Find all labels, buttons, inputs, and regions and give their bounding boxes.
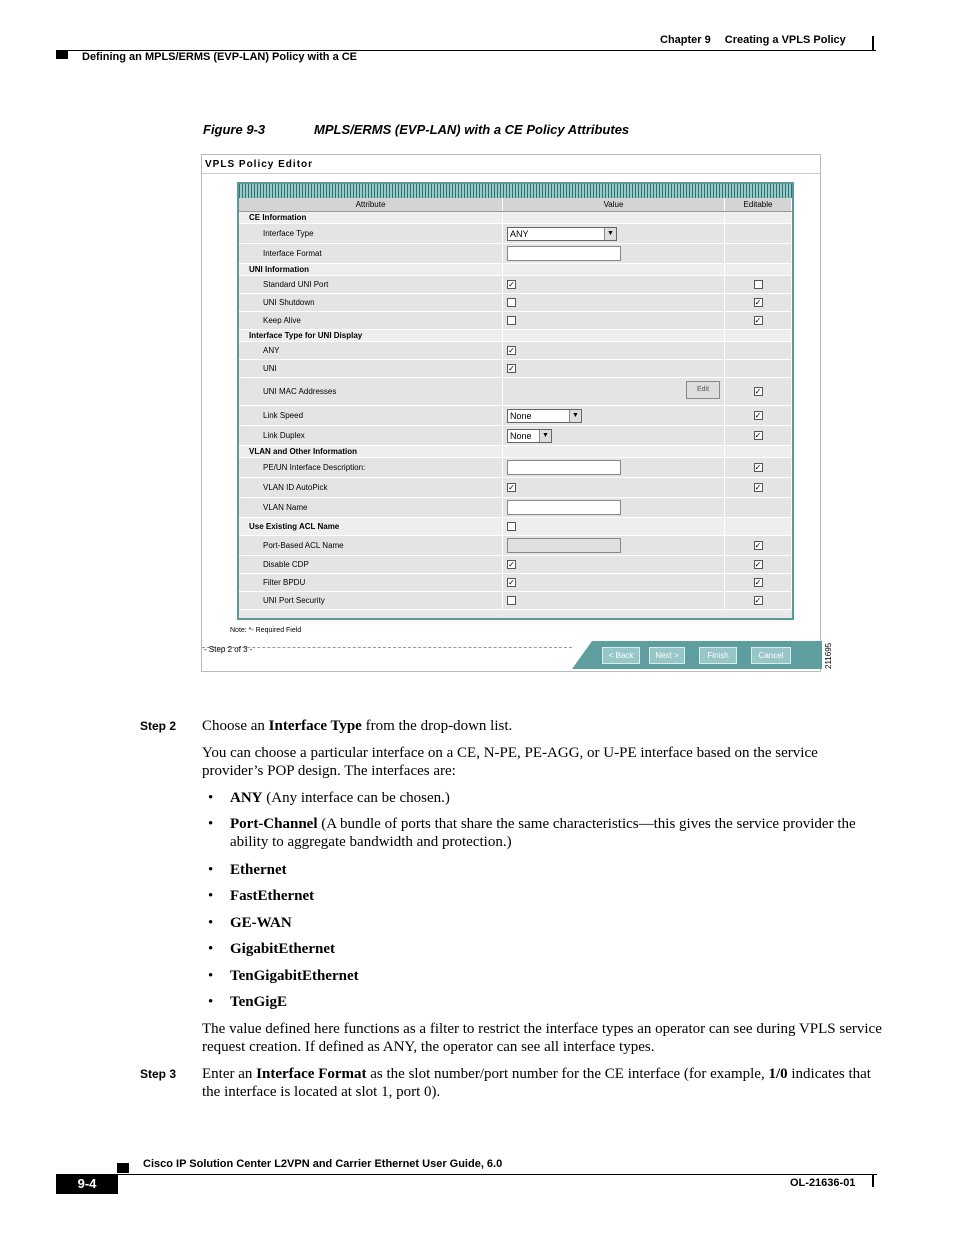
attribute-label: Interface Type for UNI Display bbox=[239, 330, 503, 341]
text-run: Choose an bbox=[202, 718, 269, 734]
column-editable: Editable bbox=[725, 198, 792, 211]
section-row bbox=[239, 446, 792, 458]
attribute-label: UNI Information bbox=[239, 264, 503, 275]
attribute-label: VLAN Name bbox=[239, 498, 503, 517]
attribute-label: Link Speed bbox=[239, 406, 503, 425]
text-run: Enter an bbox=[202, 1066, 257, 1082]
wizard-step-label: - Step 2 of 3 - bbox=[204, 645, 253, 654]
editable-checkbox[interactable]: ✓ bbox=[754, 463, 762, 472]
editable-cell bbox=[725, 518, 792, 535]
value-cell bbox=[503, 312, 725, 329]
attribute-label: UNI MAC Addresses bbox=[239, 378, 503, 405]
text-run: indicates that the interface is located at slot 1, port 0). bbox=[202, 1066, 871, 1100]
value-cell bbox=[503, 556, 725, 573]
step-2-filter-note: The value defined here functions as a filter to restrict the interface types an operator can see during VPLS service request creation. If defined as ANY, the operator can see all interface types. bbox=[202, 1021, 882, 1055]
value-cell bbox=[503, 244, 725, 263]
editable-checkbox[interactable]: ✓ bbox=[754, 298, 762, 307]
attribute-row bbox=[239, 378, 792, 406]
text-run-bold: 1/0 bbox=[768, 1066, 788, 1082]
policy-editor-screenshot bbox=[201, 154, 833, 672]
bullet-item: • ANY (Any interface can be chosen.) bbox=[208, 790, 450, 806]
document-number: OL-21636-01 bbox=[790, 1177, 856, 1189]
section-row bbox=[239, 330, 792, 342]
attribute-label: Use Existing ACL Name bbox=[239, 518, 503, 535]
footer-dash bbox=[202, 647, 572, 648]
value-cell bbox=[503, 498, 725, 517]
attribute-label: Interface Format bbox=[239, 244, 503, 263]
edit-mac-button[interactable]: Edit bbox=[686, 381, 720, 399]
editable-cell bbox=[725, 330, 792, 341]
dropdown-value: None bbox=[510, 410, 532, 421]
section-row bbox=[239, 264, 792, 276]
dropdown-value: None bbox=[510, 430, 532, 441]
step-3-instruction bbox=[202, 1065, 882, 1101]
editable-cell bbox=[725, 406, 792, 425]
attribute-row bbox=[239, 312, 792, 330]
chapter-number: Chapter 9 bbox=[660, 34, 711, 46]
text-run-bold: Interface Format bbox=[256, 1066, 367, 1082]
attribute-row bbox=[239, 360, 792, 378]
value-cell bbox=[503, 264, 725, 275]
section-row bbox=[239, 518, 792, 536]
bullet-term: Ethernet bbox=[230, 862, 287, 878]
value-checkbox[interactable] bbox=[507, 316, 516, 325]
step-2-instruction bbox=[202, 717, 882, 735]
value-dropdown[interactable] bbox=[507, 409, 582, 423]
chapter-title: Creating a VPLS Policy bbox=[724, 34, 846, 46]
attribute-label: VLAN and Other Information bbox=[239, 446, 503, 457]
chevron-down-icon[interactable]: ▼ bbox=[539, 430, 551, 442]
attribute-label: PE/UN Interface Description: bbox=[239, 458, 503, 477]
value-dropdown[interactable] bbox=[507, 227, 617, 241]
value-cell bbox=[503, 574, 725, 591]
value-checkbox[interactable]: ✓ bbox=[508, 483, 515, 492]
attribute-row bbox=[239, 426, 792, 446]
value-cell bbox=[503, 360, 725, 377]
editable-cell bbox=[725, 446, 792, 457]
editable-cell bbox=[725, 574, 792, 591]
column-attribute: Attribute bbox=[239, 198, 503, 211]
running-header bbox=[660, 34, 870, 46]
editable-cell bbox=[725, 294, 792, 311]
value-cell bbox=[503, 518, 725, 535]
section-title: Defining an MPLS/ERMS (EVP-LAN) Policy with a CE bbox=[82, 51, 358, 63]
figure-title: MPLS/ERMS (EVP-LAN) with a CE Policy Attributes bbox=[314, 122, 630, 137]
value-cell bbox=[503, 446, 725, 457]
value-checkbox[interactable]: ✓ bbox=[508, 280, 515, 289]
attribute-label: CE Information bbox=[239, 212, 503, 223]
attribute-label: VLAN ID AutoPick bbox=[239, 478, 503, 497]
attribute-row bbox=[239, 574, 792, 592]
editable-cell bbox=[725, 312, 792, 329]
attribute-label: UNI bbox=[239, 360, 503, 377]
editable-cell bbox=[725, 342, 792, 359]
step-2-description: You can choose a particular interface on a CE, N-PE, PE-AGG, or U-PE interface based on the service provider’s POP design. The interfaces are: bbox=[202, 745, 818, 779]
editable-cell bbox=[725, 426, 792, 445]
text-run: from the drop-down list. bbox=[361, 718, 513, 734]
editor-title: VPLS Policy Editor bbox=[205, 159, 314, 170]
book-title: Cisco IP Solution Center L2VPN and Carrier Ethernet User Guide, 6.0 bbox=[143, 1158, 503, 1170]
chevron-down-icon[interactable]: ▼ bbox=[569, 410, 581, 422]
header-square bbox=[56, 50, 68, 59]
bullet-term: TenGigabitEthernet bbox=[230, 968, 359, 984]
editable-checkbox[interactable]: ✓ bbox=[754, 483, 762, 492]
bullet-term: GigabitEthernet bbox=[230, 941, 335, 957]
page-number: 9-4 bbox=[56, 1174, 118, 1194]
attribute-label: Filter BPDU bbox=[239, 574, 503, 591]
attribute-row bbox=[239, 406, 792, 426]
editable-cell bbox=[725, 592, 792, 609]
header-rule-mark bbox=[872, 36, 874, 50]
editable-cell bbox=[725, 498, 792, 517]
section-row bbox=[239, 212, 792, 224]
value-dropdown[interactable] bbox=[507, 429, 552, 443]
figure-caption bbox=[203, 122, 630, 137]
value-text-field[interactable] bbox=[507, 246, 621, 261]
attribute-label: Standard UNI Port bbox=[239, 276, 503, 293]
value-cell bbox=[503, 406, 725, 425]
attribute-label: Interface Type bbox=[239, 224, 503, 243]
footer-rule-mark bbox=[872, 1175, 874, 1187]
value-cell bbox=[503, 224, 725, 243]
editable-cell bbox=[725, 244, 792, 263]
value-checkbox[interactable]: ✓ bbox=[508, 560, 515, 569]
value-checkbox[interactable] bbox=[507, 522, 516, 531]
attribute-row bbox=[239, 556, 792, 574]
finish-button[interactable]: Finish bbox=[699, 647, 737, 664]
bullet-term: TenGigE bbox=[230, 994, 287, 1010]
editable-checkbox[interactable] bbox=[754, 280, 763, 289]
editable-cell bbox=[725, 536, 792, 555]
editable-cell bbox=[725, 478, 792, 497]
editable-cell bbox=[725, 212, 792, 223]
text-run-bold: Interface Type bbox=[268, 718, 362, 734]
bullet-item: • TenGigabitEthernet bbox=[208, 968, 359, 984]
figure-number: Figure 9-3 bbox=[203, 122, 266, 137]
editable-cell bbox=[725, 360, 792, 377]
value-cell bbox=[503, 294, 725, 311]
grid-rows bbox=[239, 212, 792, 610]
attribute-row bbox=[239, 498, 792, 518]
editable-cell bbox=[725, 458, 792, 477]
attribute-row bbox=[239, 294, 792, 312]
footer-square bbox=[117, 1163, 129, 1173]
value-checkbox[interactable]: ✓ bbox=[508, 346, 515, 355]
attribute-row bbox=[239, 276, 792, 294]
back-button[interactable]: < Back bbox=[602, 647, 640, 664]
value-cell bbox=[503, 276, 725, 293]
bullet-term: FastEthernet bbox=[230, 888, 315, 904]
attribute-row bbox=[239, 458, 792, 478]
attribute-label: Disable CDP bbox=[239, 556, 503, 573]
dropdown-value: ANY bbox=[510, 228, 529, 239]
bullet-item: • Port-Channel (A bundle of ports that share the same characteristics—this gives the service provider the ability to aggregate bandwidth and protection.) bbox=[208, 816, 856, 850]
attribute-grid bbox=[237, 182, 794, 620]
attribute-row bbox=[239, 224, 792, 244]
bullet-item: • GE-WAN bbox=[208, 915, 292, 931]
required-note: Note: *- Required Field bbox=[230, 627, 302, 634]
value-cell bbox=[503, 330, 725, 341]
column-value: Value bbox=[503, 198, 725, 211]
text-run: as the slot number/port number for the CE interface (for example, bbox=[366, 1066, 769, 1082]
attribute-label: Port-Based ACL Name bbox=[239, 536, 503, 555]
value-cell bbox=[503, 426, 725, 445]
value-cell bbox=[503, 212, 725, 223]
value-text-field[interactable] bbox=[507, 460, 621, 475]
value-text-field[interactable] bbox=[507, 500, 621, 515]
editable-checkbox[interactable]: ✓ bbox=[754, 560, 762, 569]
attribute-row bbox=[239, 244, 792, 264]
editable-checkbox[interactable]: ✓ bbox=[754, 387, 762, 396]
editable-checkbox[interactable]: ✓ bbox=[754, 596, 762, 605]
value-checkbox[interactable]: ✓ bbox=[508, 364, 515, 373]
value-cell bbox=[503, 536, 725, 555]
grid-top-stripe bbox=[239, 184, 792, 198]
bullet-item: • Ethernet bbox=[208, 862, 287, 878]
editable-cell bbox=[725, 556, 792, 573]
editor-title-rule bbox=[202, 173, 820, 174]
attribute-row bbox=[239, 478, 792, 498]
value-checkbox[interactable] bbox=[507, 596, 516, 605]
attribute-label: ANY bbox=[239, 342, 503, 359]
bullet-text: (Any interface can be chosen.) bbox=[262, 790, 450, 806]
editable-checkbox[interactable]: ✓ bbox=[754, 316, 762, 325]
value-cell bbox=[503, 458, 725, 477]
value-cell bbox=[503, 342, 725, 359]
figure-id: 211695 bbox=[824, 642, 833, 669]
value-checkbox[interactable] bbox=[507, 298, 516, 307]
step-3-label: Step 3 bbox=[140, 1067, 177, 1081]
attribute-label: Link Duplex bbox=[239, 426, 503, 445]
bullet-text: (A bundle of ports that share the same characteristics—this gives the service provider the ability to aggregate bandwidth and protection.) bbox=[230, 816, 856, 850]
value-cell bbox=[503, 478, 725, 497]
attribute-row bbox=[239, 342, 792, 360]
bullet-item: • FastEthernet bbox=[208, 888, 315, 904]
wizard-footer bbox=[202, 641, 820, 669]
editable-cell bbox=[725, 378, 792, 405]
attribute-row bbox=[239, 536, 792, 556]
bullet-term: Port-Channel bbox=[230, 816, 318, 832]
editable-cell bbox=[725, 276, 792, 293]
bullet-term: GE-WAN bbox=[230, 915, 292, 931]
editable-checkbox[interactable]: ✓ bbox=[754, 411, 762, 420]
attribute-label: UNI Shutdown bbox=[239, 294, 503, 311]
editable-checkbox[interactable]: ✓ bbox=[754, 431, 762, 440]
value-cell bbox=[503, 592, 725, 609]
bullet-term: ANY bbox=[230, 790, 263, 806]
bullet-item: • GigabitEthernet bbox=[208, 941, 335, 957]
footer-rule bbox=[117, 1174, 877, 1175]
cancel-button[interactable]: Cancel bbox=[751, 647, 791, 664]
value-checkbox[interactable]: ✓ bbox=[508, 578, 515, 587]
attribute-row bbox=[239, 592, 792, 610]
bullet-item: • TenGigE bbox=[208, 994, 287, 1010]
editable-checkbox[interactable]: ✓ bbox=[754, 541, 762, 550]
editable-cell bbox=[725, 264, 792, 275]
value-text-field[interactable] bbox=[507, 538, 621, 553]
grid-header bbox=[239, 198, 792, 212]
attribute-label: Keep Alive bbox=[239, 312, 503, 329]
next-button[interactable]: Next > bbox=[649, 647, 685, 664]
attribute-label: UNI Port Security bbox=[239, 592, 503, 609]
chevron-down-icon[interactable]: ▼ bbox=[604, 228, 616, 240]
editable-checkbox[interactable]: ✓ bbox=[754, 578, 762, 587]
editable-cell bbox=[725, 224, 792, 243]
step-2-label: Step 2 bbox=[140, 719, 177, 733]
